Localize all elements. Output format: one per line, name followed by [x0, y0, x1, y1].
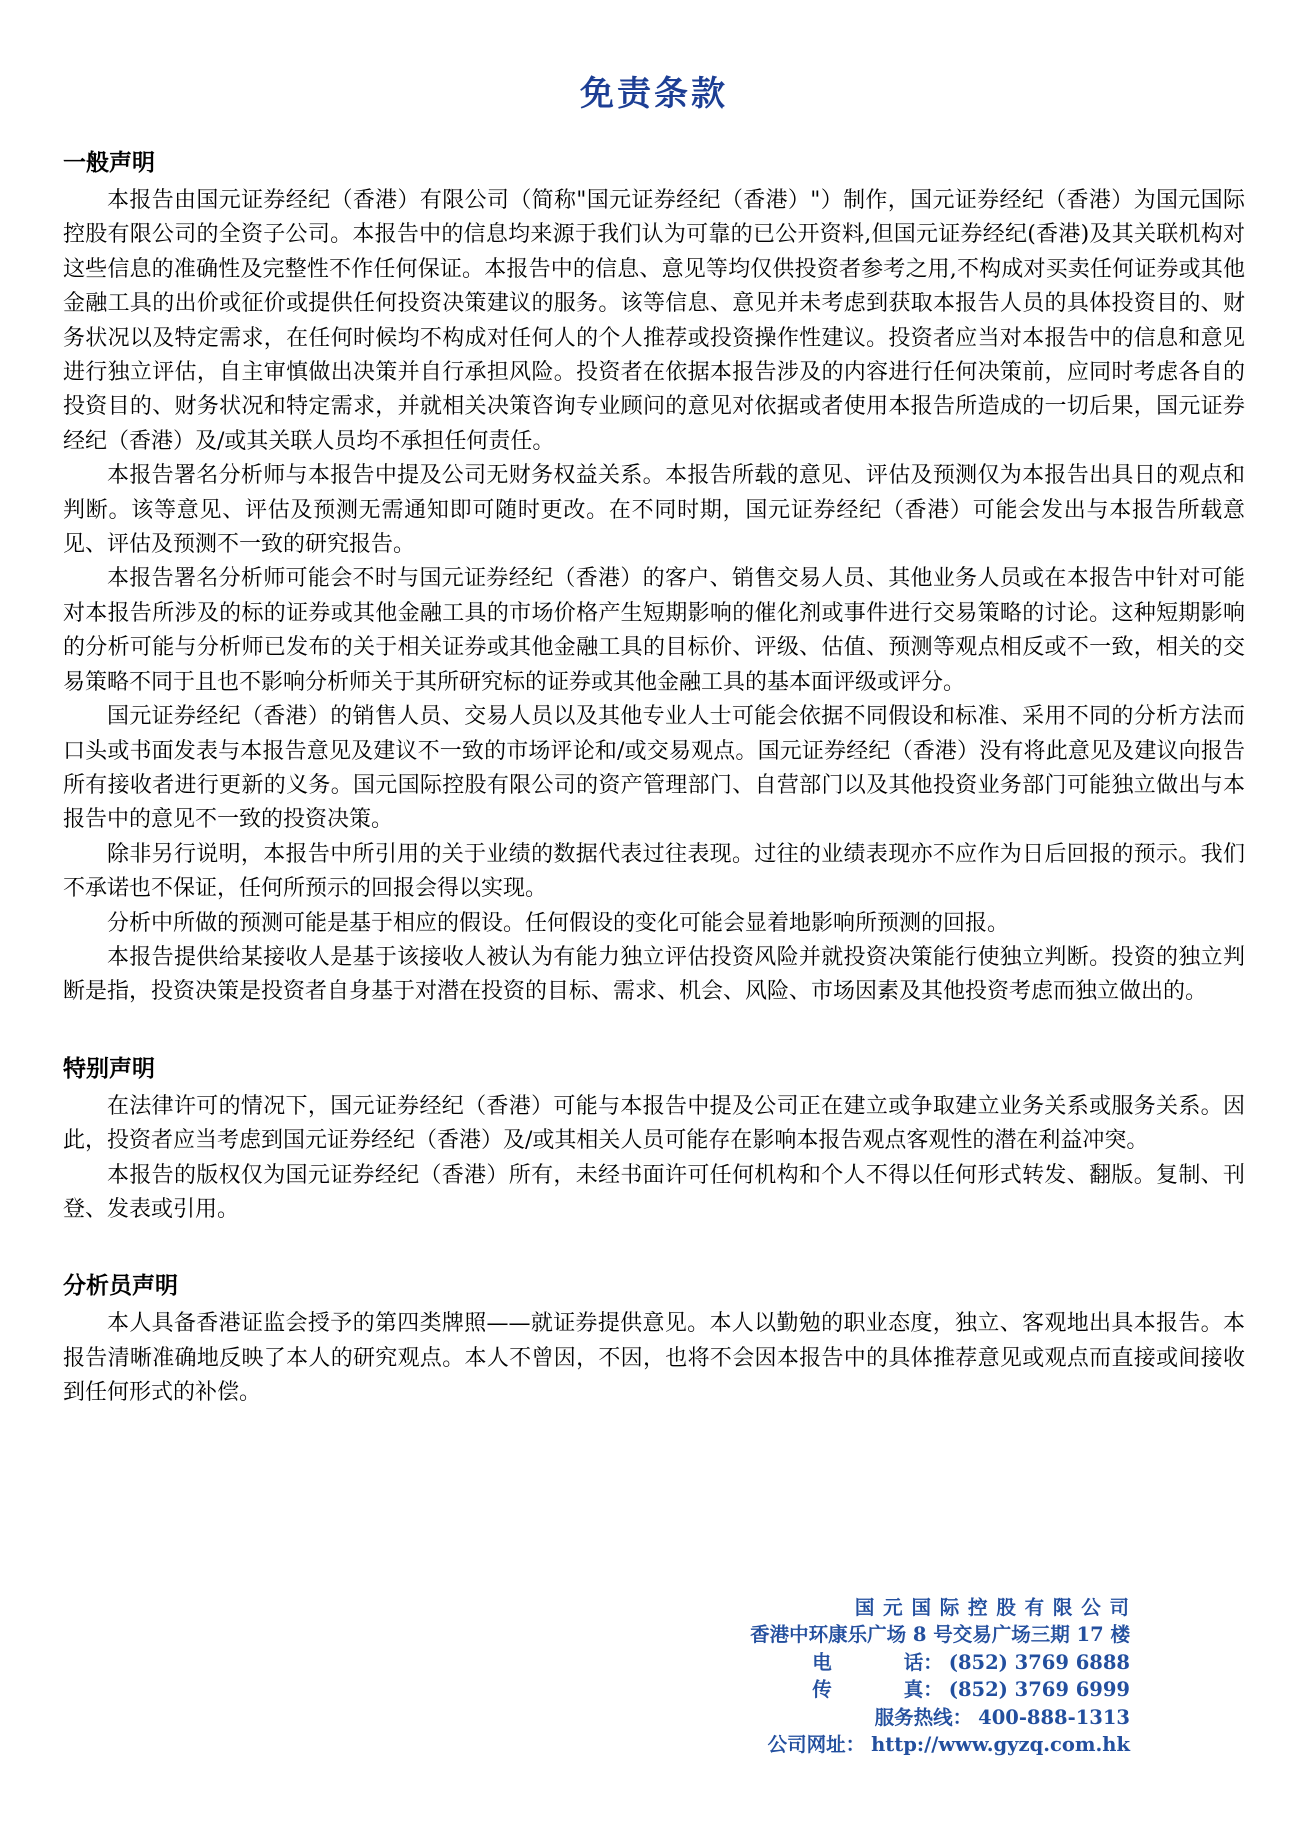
- footer-phone: [700, 1649, 1130, 1676]
- footer-hotline: [700, 1704, 1130, 1731]
- footer-fax-label-right: 真：: [903, 1678, 943, 1702]
- section-special-statement: [63, 1054, 1245, 1228]
- footer-hotline-label: 服务热线：: [874, 1705, 973, 1729]
- general-statement-paragraph-4: 国元证券经纪（香港）的销售人员、交易人员以及其他专业人士可能会依据不同假设和标准、采用不同的分析方法而口头或书面发表与本报告意见及建议不一致的市场评论和/或交易观点。国元证券经纪（香港）没有将此意见及建议向报告所有接收者进行更新的义务。国元国际控股有限公司的资产管理部门、自营部门以及其他投资业务部门可能独立做出与本报告中的意见不一致的投资决策。: [63, 704, 1245, 833]
- footer-website: [700, 1731, 1130, 1758]
- footer-phone-label-left: 电: [812, 1650, 832, 1674]
- analyst-statement-heading: 分析员声明: [63, 1272, 178, 1300]
- general-statement-paragraph-3: 本报告署名分析师可能会不时与国元证券经纪（香港）的客户、销售交易人员、其他业务人员或在本报告中针对可能对本报告所涉及的标的证券或其他金融工具的市场价格产生短期影响的催化剂或事件进行交易策略的讨论。这种短期影响的分析可能与分析师已发布的关于相关证券或其他金融工具的目标价、评级、估值、预测等观点相反或不一致，相关的交易策略不同于且也不影响分析师关于其所研究标的证券或其他金融工具的基本面评级或评分。: [63, 566, 1245, 695]
- section-general-statement: [63, 148, 1245, 1010]
- general-statement-heading: 一般声明: [63, 149, 155, 176]
- page-title: 免责条款: [580, 74, 728, 114]
- footer-fax-label-left: 传: [812, 1678, 832, 1702]
- general-statement-paragraph-2: 本报告署名分析师与本报告中提及公司无财务权益关系。本报告所载的意见、评估及预测仅为本报告出具日的观点和判断。该等意见、评估及预测无需通知即可随时更改。在不同时期，国元证券经纪（香港）可能会发出与本报告所载意见、评估及预测不一致的研究报告。: [63, 463, 1245, 558]
- footer-company-name: 国 元 国 际 控 股 有 限 公 司: [854, 1596, 1130, 1619]
- section-analyst-statement: [63, 1271, 1245, 1410]
- analyst-statement-paragraph-1: 本人具备香港证监会授予的第四类牌照——就证券提供意见。本人以勤勉的职业态度，独立、客观地出具本报告。本报告清晰准确地反映了本人的研究观点。本人不曾因，不因，也将不会因本报告中的具体推荐意见或观点而直接或间接收到任何形式的补偿。: [63, 1311, 1245, 1406]
- footer-hotline-number: 400-888-1313: [978, 1705, 1130, 1729]
- general-statement-paragraph-5: 除非另行说明，本报告中所引用的关于业绩的数据代表过往表现。过往的业绩表现亦不应作为日后回报的预示。我们不承诺也不保证，任何所预示的回报会得以实现。: [63, 841, 1245, 902]
- footer-fax: [700, 1676, 1130, 1703]
- special-statement-paragraph-1: 在法律许可的情况下，国元证券经纪（香港）可能与本报告中提及公司正在建立或争取建立业务关系或服务关系。因此，投资者应当考虑到国元证券经纪（香港）及/或其相关人员可能存在影响本报告观点客观性的潜在利益冲突。: [63, 1093, 1245, 1154]
- general-statement-paragraph-7: 本报告提供给某接收人是基于该接收人被认为有能力独立评估投资风险并就投资决策能行使独立判断。投资的独立判断是指，投资决策是投资者自身基于对潜在投资的目标、需求、机会、风险、市场因素及其他投资考虑而独立做出的。: [63, 944, 1245, 1005]
- general-statement-paragraph-1: 本报告由国元证券经纪（香港）有限公司（简称"国元证券经纪（香港）"）制作，国元证券经纪（香港）为国元国际控股有限公司的全资子公司。本报告中的信息均来源于我们认为可靠的已公开资料,但国元证券经纪(香港)及其关联机构对这些信息的准确性及完整性不作任何保证。本报告中的信息、意见等均仅供投资者参考之用,不构成对买卖任何证券或其他金融工具的出价或征价或提供任何投资决策建议的服务。该等信息、意见并未考虑到获取本报告人员的具体投资目的、财务状况以及特定需求，在任何时候均不构成对任何人的个人推荐或投资操作性建议。投资者应当对本报告中的信息和意见进行独立评估，自主审慎做出决策并自行承担风险。投资者在依据本报告涉及的内容进行任何决策前，应同时考虑各自的投资目的、财务状况和特定需求，并就相关决策咨询专业顾问的意见对依据或者使用本报告所造成的一切后果，国元证券经纪（香港）及/或其关联人员均不承担任何责任。: [63, 188, 1245, 454]
- footer-phone-number: (852) 3769 6888: [948, 1650, 1130, 1674]
- footer-website-label: 公司网址：: [767, 1733, 866, 1757]
- footer-company-info: [700, 1594, 1130, 1758]
- footer-phone-label-right: 话：: [903, 1650, 943, 1674]
- footer-address: 香港中环康乐广场 8 号交易广场三期 17 楼: [750, 1623, 1130, 1647]
- footer-website-url[interactable]: http://www.gyzq.com.hk: [871, 1733, 1130, 1757]
- special-statement-heading: 特别声明: [63, 1054, 155, 1082]
- general-statement-paragraph-6: 分析中所做的预测可能是基于相应的假设。任何假设的变化可能会显着地影响所预测的回报。: [107, 910, 1010, 936]
- special-statement-paragraph-2: 本报告的版权仅为国元证券经纪（香港）所有，未经书面许可任何机构和个人不得以任何形式转发、翻版。复制、刊登、发表或引用。: [63, 1162, 1245, 1222]
- footer-fax-number: (852) 3769 6999: [948, 1678, 1130, 1702]
